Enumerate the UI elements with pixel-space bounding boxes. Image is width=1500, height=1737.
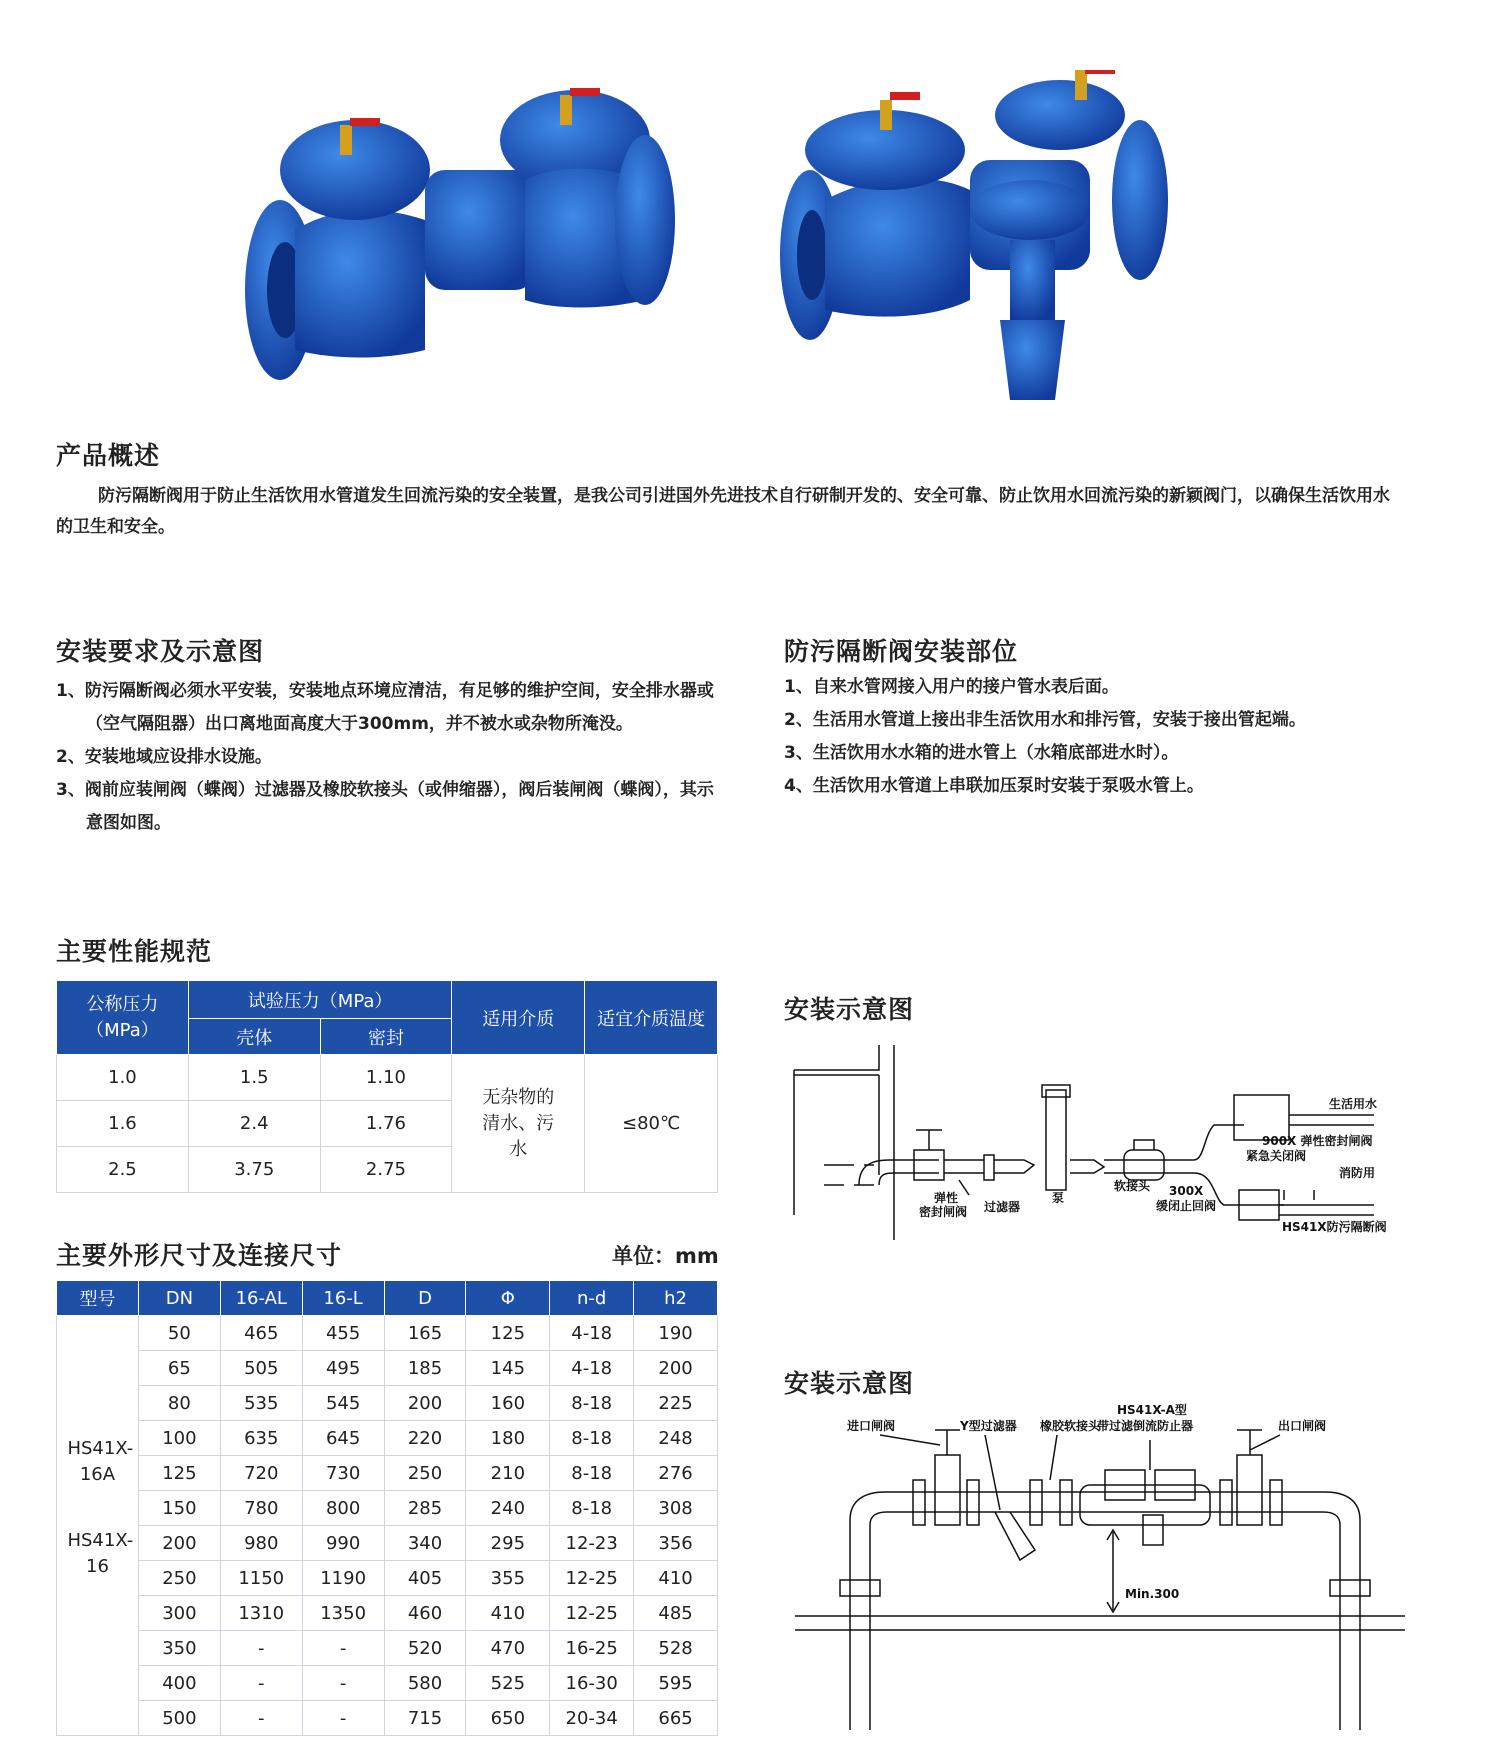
diagram1-label-hs41x: HS41X防污隔断阀 (1282, 1220, 1387, 1234)
dims-cell: 545 (302, 1386, 384, 1421)
dims-cell: 285 (384, 1491, 466, 1526)
diagram1-label-fire: 消防用 (1339, 1166, 1376, 1180)
table-row (57, 1526, 718, 1561)
dims-cell: 145 (466, 1351, 550, 1386)
dims-cell: 990 (302, 1526, 384, 1561)
diagram1-label-check300-1: 300X (1169, 1184, 1204, 1198)
diagram1-label-domestic: 生活用水 (1329, 1097, 1378, 1111)
dims-cell: 80 (138, 1386, 220, 1421)
dims-cell: 410 (466, 1596, 550, 1631)
dims-cell: 455 (302, 1316, 384, 1351)
diagram1-label-gate900: 900X 弹性密封闸阀 (1262, 1134, 1373, 1148)
overview-text: 防污隔断阀用于防止生活饮用水管道发生回流污染的安全装置，是我公司引进国外先进技术自行研制开发的、安全可靠、防止饮用水回流污染的新颖阀门，以确保生活饮用水的卫生和安全。 (56, 486, 1390, 537)
diagram2-label-min: Min.300 (1125, 1587, 1180, 1601)
dims-cell: 12-23 (550, 1526, 634, 1561)
dims-cell: 720 (220, 1456, 302, 1491)
diagram1-label-gate-left-2: 密封闸阀 (919, 1205, 968, 1219)
diagram2-label-inlet: 进口闸阀 (847, 1419, 896, 1433)
table-row (57, 1421, 718, 1456)
perf-header-nominal: 公称压力（MPa） (57, 981, 189, 1055)
dims-model-cell (57, 1316, 139, 1736)
dims-cell: - (220, 1701, 302, 1736)
dims-cell: 200 (138, 1526, 220, 1561)
dims-cell: 250 (384, 1456, 466, 1491)
install-loc-item: 4、生活饮用水管道上串联加压泵时安装于泵吸水管上。 (784, 776, 1204, 796)
perf-temp: ≤80℃ (585, 1055, 718, 1193)
dims-header: h2 (634, 1281, 718, 1316)
install-req-list (56, 675, 721, 840)
dims-cell: - (302, 1701, 384, 1736)
dims-cell: 220 (384, 1421, 466, 1456)
dims-cell: 500 (138, 1701, 220, 1736)
dims-cell: 250 (138, 1561, 220, 1596)
perf-header-shell: 壳体 (188, 1019, 320, 1055)
install-loc-item: 2、生活用水管道上接出非生活饮用水和排污管，安装于接出管起端。 (784, 710, 1306, 730)
dims-cell: 4-18 (550, 1351, 634, 1386)
install-req-item: 3、阀前应装闸阀（蝶阀）过滤器及橡胶软接头（或伸缩器），阀后装闸阀（蝶阀），其示意图如图。 (56, 780, 714, 833)
perf-cell: 1.10 (320, 1055, 452, 1101)
dims-cell: 665 (634, 1701, 718, 1736)
dims-header-row (57, 1281, 718, 1316)
dims-cell: 410 (634, 1561, 718, 1596)
diagram2-title: 安装示意图 (784, 1369, 915, 1398)
table-row (57, 1456, 718, 1491)
dims-cell: 248 (634, 1421, 718, 1456)
dims-cell: 12-25 (550, 1561, 634, 1596)
dims-model-a: HS41X-16A (67, 1438, 134, 1485)
perf-table (56, 980, 718, 1193)
dims-header: DN (138, 1281, 220, 1316)
dims-cell: - (220, 1631, 302, 1666)
dims-cell: 210 (466, 1456, 550, 1491)
dims-cell: 65 (138, 1351, 220, 1386)
install-loc-item: 1、自来水管网接入用户的接户管水表后面。 (784, 677, 1119, 697)
perf-cell: 3.75 (188, 1147, 320, 1193)
diagram1-label-filter: 过滤器 (984, 1200, 1021, 1214)
dims-header: Φ (466, 1281, 550, 1316)
dims-header: 16-L (302, 1281, 384, 1316)
table-row (57, 1386, 718, 1421)
dims-cell: 645 (302, 1421, 384, 1456)
dims-cell: 470 (466, 1631, 550, 1666)
dims-cell: 16-25 (550, 1631, 634, 1666)
install-loc-list (784, 671, 1464, 803)
dims-cell: 525 (466, 1666, 550, 1701)
dims-cell: 350 (138, 1631, 220, 1666)
perf-header-medium: 适用介质 (452, 981, 585, 1055)
dims-cell: 460 (384, 1596, 466, 1631)
dims-cell: 355 (466, 1561, 550, 1596)
dims-cell: 715 (384, 1701, 466, 1736)
dims-cell: - (302, 1631, 384, 1666)
dims-cell: 225 (634, 1386, 718, 1421)
dims-cell: 295 (466, 1526, 550, 1561)
dims-cell: 125 (466, 1316, 550, 1351)
dims-cell: 8-18 (550, 1386, 634, 1421)
diagram2-label-hs41xa2: 带过滤倒流防止器 (1097, 1419, 1194, 1433)
dims-cell: 240 (466, 1491, 550, 1526)
dims-cell: 635 (220, 1421, 302, 1456)
dims-model-b: HS41X-16 (67, 1530, 134, 1577)
diagram1-label-pump: 泵 (1052, 1191, 1065, 1205)
dims-header: D (384, 1281, 466, 1316)
dims-cell: 100 (138, 1421, 220, 1456)
dims-cell: 780 (220, 1491, 302, 1526)
dims-cell: 190 (634, 1316, 718, 1351)
dims-cell: - (220, 1666, 302, 1701)
dims-cell: 495 (302, 1351, 384, 1386)
dims-cell: 405 (384, 1561, 466, 1596)
dims-cell: 1150 (220, 1561, 302, 1596)
diagram2-label-yfilter: Y型过滤器 (960, 1419, 1017, 1433)
overview-title: 产品概述 (56, 441, 161, 470)
dims-cell: 150 (138, 1491, 220, 1526)
table-row (57, 1596, 718, 1631)
perf-header-temp: 适宜介质温度 (585, 981, 718, 1055)
perf-cell: 2.5 (57, 1147, 189, 1193)
dims-cell: 276 (634, 1456, 718, 1491)
install-loc-item: 3、生活饮用水水箱的进水管上（水箱底部进水时）。 (784, 743, 1179, 763)
dims-cell: - (302, 1666, 384, 1701)
dims-cell: 8-18 (550, 1421, 634, 1456)
perf-cell: 1.76 (320, 1101, 452, 1147)
table-row (57, 1351, 718, 1386)
dims-cell: 505 (220, 1351, 302, 1386)
dims-cell: 800 (302, 1491, 384, 1526)
table-row (57, 1316, 718, 1351)
dims-cell: 16-30 (550, 1666, 634, 1701)
perf-cell: 1.6 (57, 1101, 189, 1147)
dims-cell: 8-18 (550, 1491, 634, 1526)
install-loc-title: 防污隔断阀安装部位 (784, 637, 1019, 666)
dims-cell: 200 (384, 1386, 466, 1421)
dims-cell: 300 (138, 1596, 220, 1631)
install-req-title: 安装要求及示意图 (56, 637, 265, 666)
perf-cell: 1.0 (57, 1055, 189, 1101)
install-req-item: 1、防污隔断阀必须水平安装，安装地点环境应清洁，有足够的维护空间，安全排水器或（空气隔阻器）出口离地面高度大于300mm，并不被水或杂物所淹没。 (56, 681, 714, 734)
diagram1-label-hose: 软接头 (1114, 1179, 1151, 1193)
diagram2-label-hs41xa: HS41X-A型 (1117, 1403, 1187, 1417)
diagram1-label-emergency: 紧急关闭阀 (1246, 1149, 1307, 1163)
diagram1-title: 安装示意图 (784, 995, 915, 1024)
diagram1-label-check300-2: 缓闭止回阀 (1156, 1199, 1217, 1213)
dims-cell: 1310 (220, 1596, 302, 1631)
dims-cell: 50 (138, 1316, 220, 1351)
dims-table (56, 1280, 718, 1736)
dims-cell: 528 (634, 1631, 718, 1666)
dims-cell: 980 (220, 1526, 302, 1561)
dims-cell: 1350 (302, 1596, 384, 1631)
dims-cell: 340 (384, 1526, 466, 1561)
diagram2 (795, 1400, 1410, 1730)
table-row (57, 1631, 718, 1666)
dims-unit: 单位：mm (612, 1244, 719, 1268)
dims-cell: 4-18 (550, 1316, 634, 1351)
dims-cell: 160 (466, 1386, 550, 1421)
dims-cell: 730 (302, 1456, 384, 1491)
dims-header: n-d (550, 1281, 634, 1316)
dims-cell: 308 (634, 1491, 718, 1526)
dims-cell: 12-25 (550, 1596, 634, 1631)
dims-cell: 185 (384, 1351, 466, 1386)
dims-cell: 8-18 (550, 1456, 634, 1491)
table-row (57, 1666, 718, 1701)
dims-cell: 165 (384, 1316, 466, 1351)
dims-cell: 1190 (302, 1561, 384, 1596)
diagram1-label-gate-left-1: 弹性 (934, 1191, 959, 1205)
install-req-item: 2、安装地域应设排水设施。 (56, 747, 272, 767)
table-row (57, 1491, 718, 1526)
dims-cell: 180 (466, 1421, 550, 1456)
dims-cell: 465 (220, 1316, 302, 1351)
dims-title: 主要外形尺寸及连接尺寸 (56, 1241, 343, 1270)
product-photo-valve-1 (225, 70, 725, 400)
dims-header: 16-AL (220, 1281, 302, 1316)
dims-cell: 400 (138, 1666, 220, 1701)
perf-cell: 1.5 (188, 1055, 320, 1101)
perf-cell: 2.75 (320, 1147, 452, 1193)
dims-cell: 650 (466, 1701, 550, 1736)
dims-cell: 580 (384, 1666, 466, 1701)
perf-cell: 2.4 (188, 1101, 320, 1147)
dims-cell: 20-34 (550, 1701, 634, 1736)
dims-cell: 125 (138, 1456, 220, 1491)
table-row (57, 1561, 718, 1596)
perf-title: 主要性能规范 (56, 937, 213, 966)
perf-header-seal: 密封 (320, 1019, 452, 1055)
dims-cell: 595 (634, 1666, 718, 1701)
diagram1 (784, 1045, 1404, 1240)
dims-cell: 485 (634, 1596, 718, 1631)
dims-cell: 200 (634, 1351, 718, 1386)
perf-medium: 无杂物的清水、污水 (452, 1055, 585, 1193)
dims-cell: 356 (634, 1526, 718, 1561)
perf-header-test: 试验压力（MPa） (188, 981, 451, 1019)
dims-header: 型号 (57, 1281, 139, 1316)
dims-cell: 520 (384, 1631, 466, 1666)
diagram2-label-rubber: 橡胶软接头 (1040, 1419, 1101, 1433)
table-row (57, 1701, 718, 1736)
diagram2-label-outlet: 出口闸阀 (1278, 1419, 1327, 1433)
dims-cell: 535 (220, 1386, 302, 1421)
product-photo-valve-2 (770, 70, 1190, 420)
